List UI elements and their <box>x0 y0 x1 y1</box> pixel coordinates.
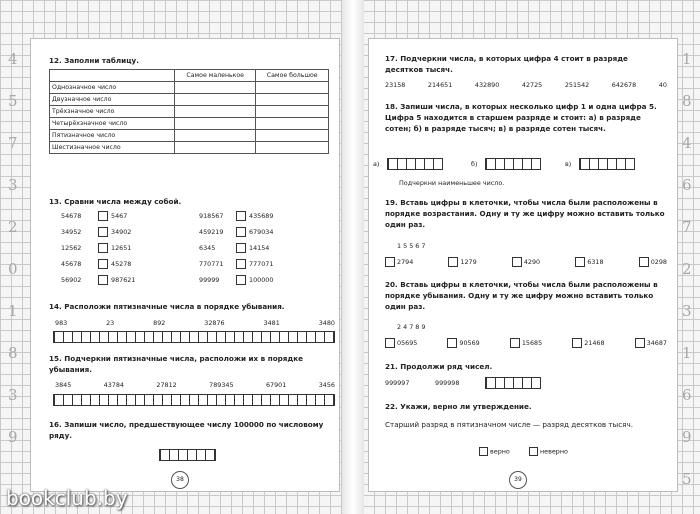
option-true[interactable] <box>479 447 510 456</box>
compare-row <box>199 259 273 269</box>
digit-box[interactable] <box>575 257 585 267</box>
compare-left-number: 56902 <box>61 276 82 284</box>
task22-title: 22. Укажи, верно ли утверждение. <box>385 402 532 411</box>
digit-box[interactable] <box>385 338 395 348</box>
compare-row <box>199 275 273 285</box>
task18-note: Подчеркни наименьшее число. <box>399 179 505 187</box>
table-row: Четырёхзначное число <box>50 118 175 130</box>
boxed-number-text: 34687 <box>646 339 667 347</box>
margin-digit: 3 <box>682 302 692 320</box>
task15-numbers <box>55 381 335 389</box>
number-item: 27812 <box>156 381 177 389</box>
boxed-number-text: 15685 <box>521 339 543 347</box>
table-row: Пятизначное число <box>50 130 175 142</box>
number-item: 3456 <box>318 381 335 389</box>
boxed-number-text: 0298 <box>650 258 667 266</box>
margin-digit: 5 <box>8 92 18 110</box>
task18-b-cells[interactable] <box>485 158 541 170</box>
task19-title: 19. Вставь цифры в клеточки, чтобы числа были расположены в порядке возрастания. Одну и ту же цифру можно вставить только один раз. <box>385 198 665 229</box>
margin-digit: 9 <box>8 428 18 446</box>
digit-box[interactable] <box>385 257 395 267</box>
margin-digit: 6 <box>682 176 692 194</box>
number-item: 43784 <box>103 381 125 389</box>
left-page <box>30 38 340 492</box>
margin-digit: 1 <box>682 344 692 362</box>
boxed-number-text: 1279 <box>460 258 477 266</box>
boxed-number-text: 21468 <box>584 339 605 347</box>
compare-right-number: 5467 <box>111 212 128 220</box>
table-cell[interactable] <box>256 106 329 118</box>
compare-sign-box[interactable] <box>98 259 108 269</box>
boxed-number-text: 4290 <box>523 258 541 266</box>
watermark: bookclub.by <box>6 486 128 510</box>
boxed-number <box>575 257 603 267</box>
compare-sign-box[interactable] <box>236 211 246 221</box>
number-item: 892 <box>153 319 166 327</box>
table-cell[interactable] <box>175 94 256 106</box>
boxed-number <box>639 257 667 267</box>
table-row: Двузначное число <box>50 94 175 106</box>
option-false-label: неверно <box>540 447 568 456</box>
task14-numbers <box>55 319 335 327</box>
margin-digit: 7 <box>682 218 692 236</box>
table-cell[interactable] <box>175 106 256 118</box>
compare-right-number: 435689 <box>249 212 274 220</box>
number-item: 3845 <box>55 381 72 389</box>
digit-box[interactable] <box>572 338 582 348</box>
number-item: 42725 <box>521 81 543 89</box>
table-cell[interactable] <box>256 118 329 130</box>
table-row: Однозначное число <box>50 82 175 94</box>
boxed-number <box>448 257 476 267</box>
option-true-label: верно <box>490 447 510 456</box>
compare-sign-box[interactable] <box>98 275 108 285</box>
compare-right-number: 34902 <box>111 228 132 236</box>
boxed-number <box>510 338 542 348</box>
margin-digit: 2 <box>8 218 18 236</box>
task14-title: 14. Расположи пятизначные числа в порядке убывания. <box>49 302 285 311</box>
compare-row <box>61 275 135 285</box>
compare-sign-box[interactable] <box>236 227 246 237</box>
compare-left-number: 45678 <box>61 260 82 268</box>
checkbox[interactable] <box>479 447 488 456</box>
table-row: Шестизначное число <box>50 142 175 154</box>
compare-right-number: 45278 <box>111 260 132 268</box>
number-item: 3481 <box>263 319 280 327</box>
digit-box[interactable] <box>512 257 522 267</box>
label-v: в) <box>565 160 572 168</box>
compare-row <box>199 211 273 221</box>
task12-table <box>49 69 329 154</box>
task21-num1: 999997 <box>385 379 410 387</box>
number-item: 214651 <box>427 81 453 89</box>
compare-right-number: 777071 <box>249 260 274 268</box>
number-item: 642678 <box>611 81 637 89</box>
margin-digit: 8 <box>682 92 692 110</box>
compare-sign-box[interactable] <box>236 243 246 253</box>
table-cell[interactable] <box>256 130 329 142</box>
margin-digit: 4 <box>8 50 18 68</box>
digit-box[interactable] <box>635 338 645 348</box>
task18-a-cells[interactable] <box>387 158 443 170</box>
task17-title: 17. Подчеркни числа, в которых цифра 4 стоит в разряде десятков тысяч. <box>385 54 628 74</box>
margin-digit: 4 <box>682 134 692 152</box>
number-item: 983 <box>55 319 68 327</box>
margin-digit: 6 <box>682 386 692 404</box>
compare-row <box>61 211 127 221</box>
boxed-number <box>385 257 413 267</box>
compare-right-number: 100000 <box>249 276 274 284</box>
task16-title: 16. Запиши число, предшествующее числу 100000 по числовому ряду. <box>49 420 324 440</box>
compare-left-number: 770771 <box>199 260 224 268</box>
gutter <box>342 0 364 514</box>
digit-box[interactable] <box>510 338 520 348</box>
margin-digit: 0 <box>8 260 18 278</box>
margin-digit: 7 <box>8 134 18 152</box>
compare-row <box>199 227 273 237</box>
compare-row <box>61 227 131 237</box>
compare-left-number: 12562 <box>61 244 82 252</box>
compare-right-number: 12651 <box>111 244 132 252</box>
task18-title: 18. Запиши числа, в которых несколько цифр 1 и одна цифра 5. Цифра 5 находится в старшем разряде и стоит: а) в разряде сотен; б) в разряде тысяч; в) в разряде сотен тысяч. <box>385 102 657 133</box>
boxed-number <box>447 338 479 348</box>
compare-left-number: 99999 <box>199 276 220 284</box>
task16-answer-cells[interactable] <box>159 449 216 461</box>
compare-left-number: 34952 <box>61 228 82 236</box>
table-cell[interactable] <box>175 130 256 142</box>
page-number: 38 <box>171 471 189 489</box>
compare-sign-box[interactable] <box>98 211 108 221</box>
compare-row <box>199 243 269 253</box>
table-cell[interactable] <box>256 82 329 94</box>
compare-right-number: 679034 <box>249 228 274 236</box>
digit-box[interactable] <box>639 257 649 267</box>
digit-box[interactable] <box>447 338 457 348</box>
compare-left-number: 6345 <box>199 244 216 252</box>
task17-numbers <box>385 81 667 89</box>
number-item: 251542 <box>564 81 590 89</box>
compare-sign-box[interactable] <box>98 243 108 253</box>
boxed-number-text: 6318 <box>587 258 604 266</box>
task21-answer-cells[interactable] <box>485 377 541 389</box>
task15-title: 15. Подчеркни пятизначные числа, расположи их в порядке убывания. <box>49 354 303 374</box>
table-cell[interactable] <box>175 142 256 154</box>
compare-right-number: 987621 <box>111 276 136 284</box>
col-largest: Самое большое <box>256 70 329 82</box>
boxed-number <box>385 338 417 348</box>
task19-digits: 1 5 5 6 7 <box>397 242 426 250</box>
checkbox[interactable] <box>529 447 538 456</box>
boxed-number <box>635 338 667 348</box>
task19-numbers <box>385 257 667 267</box>
task20-digits: 2 4 7 8 9 <box>397 323 426 331</box>
digit-box[interactable] <box>448 257 458 267</box>
margin-digit: 3 <box>8 386 18 404</box>
number-item: 23158 <box>385 81 406 89</box>
task12-title: 12. Заполни таблицу. <box>49 56 139 65</box>
compare-left-number: 54678 <box>61 212 82 220</box>
compare-row <box>61 243 131 253</box>
task14-answer-cells[interactable] <box>53 331 335 343</box>
margin-digit: 1 <box>8 302 18 320</box>
number-item: 3480 <box>318 319 335 327</box>
task13-title: 13. Сравни числа между собой. <box>49 197 182 206</box>
table-cell[interactable] <box>256 94 329 106</box>
margin-digit: 3 <box>8 176 18 194</box>
number-item: 67901 <box>265 381 287 389</box>
boxed-number-text: 2794 <box>397 258 414 266</box>
compare-sign-box[interactable] <box>236 259 246 269</box>
margin-digit: 1 <box>682 50 692 68</box>
task18-v-cells[interactable] <box>579 158 635 170</box>
boxed-number-text: 05695 <box>397 339 418 347</box>
option-false[interactable] <box>529 447 568 456</box>
boxed-number <box>512 257 540 267</box>
table-row: Трёхзначное число <box>50 106 175 118</box>
margin-digit: 5 <box>682 470 692 488</box>
task22-statement: Старший разряд в пятизначном числе — разряд десятков тысяч. <box>385 420 634 429</box>
table-cell[interactable] <box>256 142 329 154</box>
task20-numbers <box>385 338 667 348</box>
number-item: 432890 <box>474 81 500 89</box>
label-b: б) <box>471 160 478 168</box>
compare-left-number: 918567 <box>199 212 224 220</box>
compare-sign-box[interactable] <box>98 227 108 237</box>
compare-row <box>61 259 131 269</box>
label-a: а) <box>373 160 380 168</box>
page-number: 39 <box>509 471 527 489</box>
number-item: 23 <box>106 319 115 327</box>
boxed-number-text: 90569 <box>459 339 480 347</box>
col-smallest: Самое маленькое <box>175 70 256 82</box>
number-item: 789345 <box>209 381 234 389</box>
task21-title: 21. Продолжи ряд чисел. <box>385 362 493 371</box>
number-item: 32876 <box>204 319 225 327</box>
margin-digit: 2 <box>682 260 692 278</box>
table-cell[interactable] <box>175 118 256 130</box>
margin-digit: 8 <box>8 344 18 362</box>
right-page <box>368 38 678 492</box>
compare-right-number: 14154 <box>249 244 270 252</box>
task21-num2: 999998 <box>435 379 460 387</box>
boxed-number <box>572 338 604 348</box>
margin-digit: 9 <box>682 428 692 446</box>
compare-left-number: 459219 <box>199 228 224 236</box>
table-cell[interactable] <box>175 82 256 94</box>
task20-title: 20. Вставь цифры в клеточки, чтобы числа были расположены в порядке убывания. Одну и ту же цифру можно вставить только один раз. <box>385 280 658 311</box>
task15-answer-cells[interactable] <box>53 394 335 406</box>
number-item: 40 <box>658 81 667 89</box>
compare-sign-box[interactable] <box>236 275 246 285</box>
